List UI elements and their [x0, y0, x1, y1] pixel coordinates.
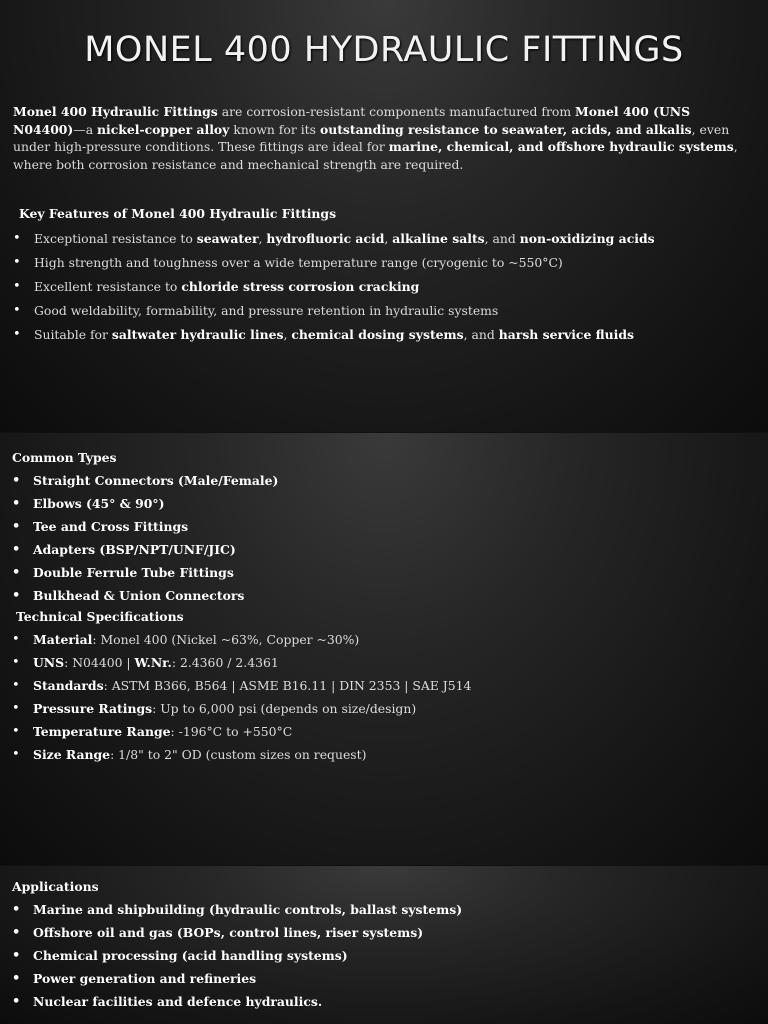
list-item — [12, 745, 471, 768]
bold-text: hydrofluoric acid — [266, 231, 385, 246]
list-item — [13, 228, 655, 252]
technical-specifications-heading: Technical Specifications — [16, 609, 184, 624]
technical-specifications-list — [12, 630, 471, 768]
text: Exceptional resistance to — [34, 231, 197, 246]
list-item — [12, 653, 471, 676]
text: , and — [463, 327, 499, 342]
text: , even under high-pressure conditions. These fittings are ideal for — [13, 121, 730, 154]
text: : N04400 | — [64, 655, 135, 670]
bold-text: UNS — [33, 655, 65, 670]
list-item: • Power generation and refineries — [12, 969, 462, 992]
text: : ASTM B366, B564 | ASME B16.11 | DIN 2353 | SAE J514 — [103, 678, 472, 693]
text: —a — [73, 121, 98, 137]
page-title: MONEL 400 HYDRAULIC FITTINGS — [84, 30, 684, 70]
text: Good weldability, formability, and pressure retention in hydraulic systems — [34, 303, 499, 318]
list-item: • Bulkhead & Union Connectors — [12, 586, 278, 609]
bold-text: seawater — [196, 231, 259, 246]
text: are corrosion-resistant components manufactured from — [217, 104, 576, 119]
list-item — [13, 324, 655, 348]
bold-text: chloride stress corrosion cracking — [181, 279, 420, 294]
list-item: • Straight Connectors (Male/Female) — [12, 471, 278, 494]
common-types-list — [12, 471, 278, 609]
list-item: • Nuclear facilities and defence hydraulics. — [12, 992, 462, 1015]
key-features-list — [13, 228, 655, 348]
text: High strength and toughness over a wide temperature range (cryogenic to ~550°C) — [34, 255, 563, 270]
list-item: • Chemical processing (acid handling systems) — [12, 946, 462, 969]
text: : 1/8" to 2" OD (custom sizes on request) — [110, 747, 367, 762]
text: Suitable for — [34, 327, 112, 342]
slide-3 — [0, 866, 768, 1024]
list-item: • Elbows (45° & 90°) — [12, 494, 278, 517]
text: , and — [484, 231, 520, 246]
list-item — [13, 276, 655, 300]
bold-text: Standards — [33, 678, 104, 693]
bold-text: outstanding resistance to seawater, acids, and alkalis — [319, 121, 692, 137]
bold-text: nickel-copper alloy — [97, 121, 230, 137]
text: : 2.4360 / 2.4361 — [171, 655, 279, 670]
list-item — [12, 699, 471, 722]
list-item: • Tee and Cross Fittings — [12, 517, 278, 540]
slide-2 — [0, 433, 768, 865]
list-item: • Offshore oil and gas (BOPs, control lines, riser systems) — [12, 923, 462, 946]
bold-text: non-oxidizing acids — [519, 231, 655, 246]
text: Excellent resistance to — [34, 279, 182, 294]
text: : -196°C to +550°C — [170, 724, 293, 739]
text: known for its — [229, 121, 320, 137]
text: , where both corrosion resistance and mechanical strength are required. — [13, 139, 738, 172]
bold-text: Monel 400 (UNS N04400) — [13, 104, 691, 137]
common-types-heading: Common Types — [12, 450, 117, 465]
text: : Up to 6,000 psi (depends on size/design) — [152, 701, 417, 716]
list-item — [13, 252, 655, 276]
intro-paragraph — [13, 103, 753, 173]
bold-text: Size Range — [33, 747, 111, 762]
list-item — [12, 676, 471, 699]
bold-text: Temperature Range — [33, 724, 171, 739]
bold-text: alkaline salts — [392, 231, 485, 246]
bold-text: W.Nr. — [134, 655, 172, 670]
bold-text: chemical dosing systems — [291, 327, 464, 342]
bold-text: harsh service fluids — [498, 327, 635, 342]
applications-heading: Applications — [12, 879, 99, 894]
bold-text: saltwater hydraulic lines — [111, 327, 284, 342]
slide-1 — [0, 0, 768, 432]
list-item — [12, 722, 471, 745]
bold-text: Material — [33, 632, 93, 647]
text: , — [384, 231, 393, 246]
text: , — [283, 327, 292, 342]
list-item — [12, 630, 471, 653]
list-item: • Adapters (BSP/NPT/UNF/JIC) — [12, 540, 278, 563]
list-item: • Marine and shipbuilding (hydraulic controls, ballast systems) — [12, 900, 462, 923]
list-item: • Double Ferrule Tube Fittings — [12, 563, 278, 586]
bold-text: marine, chemical, and offshore hydraulic systems — [388, 139, 734, 154]
bold-text: Monel 400 Hydraulic Fittings — [13, 104, 218, 119]
text: : Monel 400 (Nickel ~63%, Copper ~30%) — [92, 632, 360, 647]
bold-text: Pressure Ratings — [33, 701, 153, 716]
key-features-heading: Key Features of Monel 400 Hydraulic Fittings — [19, 206, 337, 221]
applications-list — [12, 900, 462, 1015]
text: , — [258, 231, 267, 246]
list-item — [13, 300, 655, 324]
